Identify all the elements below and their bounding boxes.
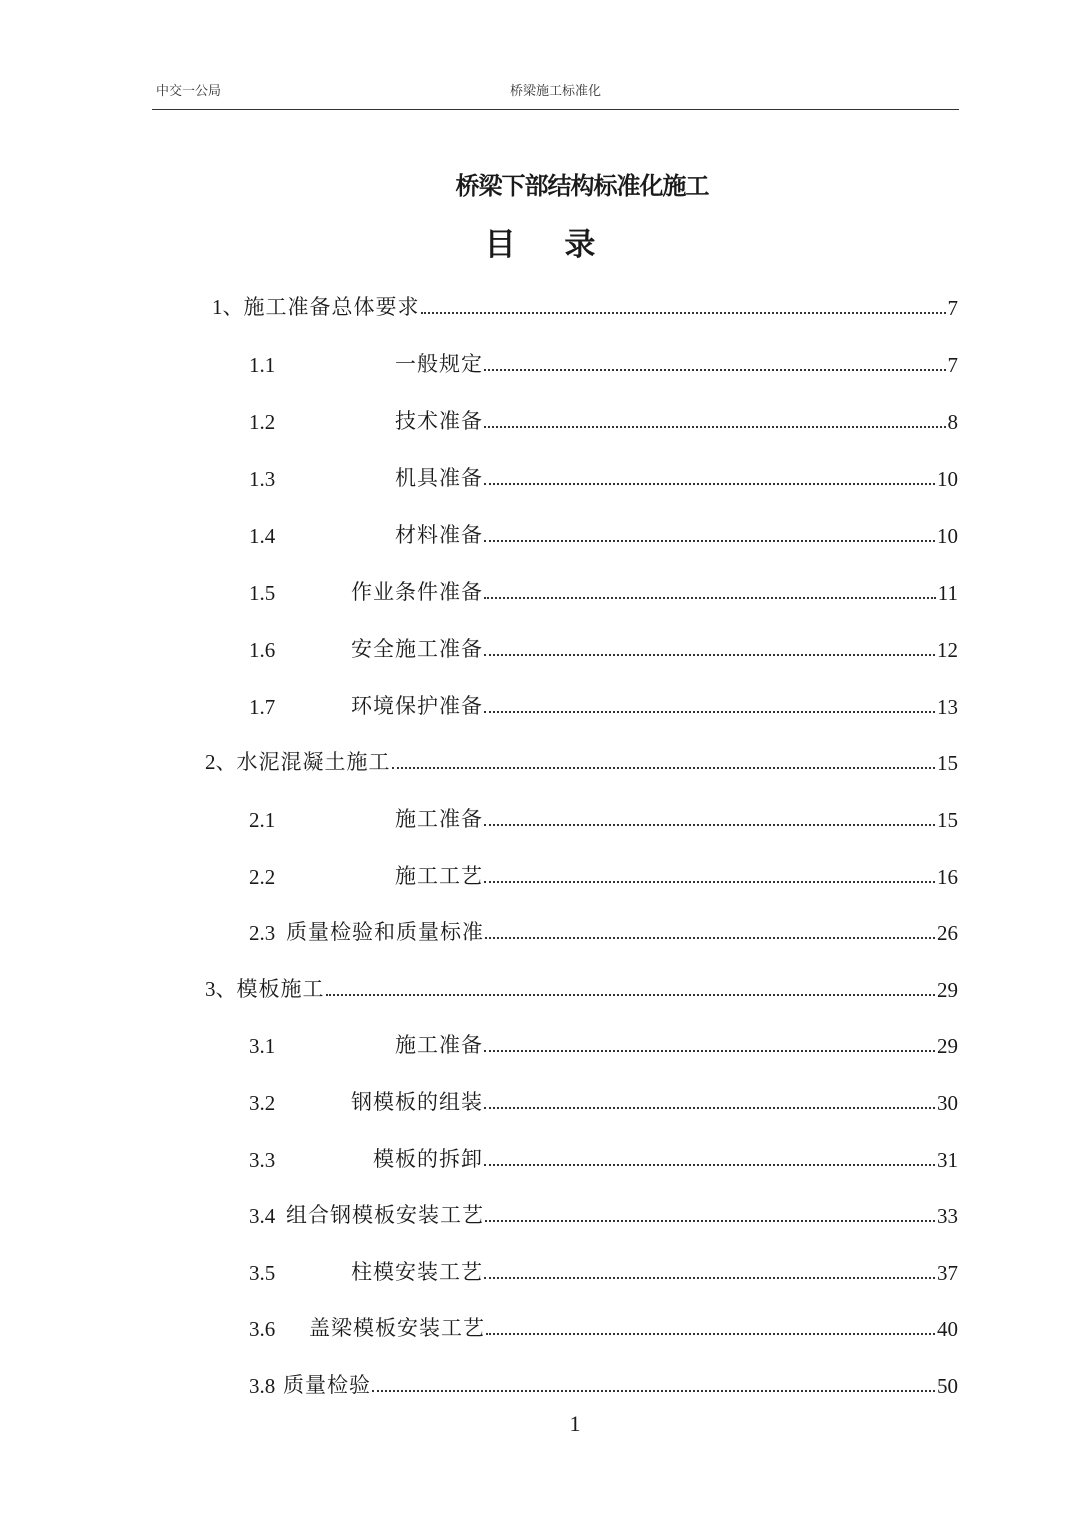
toc-text: 作业条件准备 [351, 580, 483, 604]
toc-page: 31 [937, 1148, 958, 1172]
toc-entry[interactable] [249, 688, 958, 720]
toc-entry[interactable] [249, 858, 958, 890]
toc-number: 2.1 [249, 808, 276, 832]
dot-leader [421, 312, 946, 314]
dot-leader [484, 597, 936, 599]
toc-text: 盖梁模板安装工艺 [309, 1316, 485, 1340]
toc-number: 3、 [205, 977, 237, 1001]
toc-text: 模板施工 [236, 977, 325, 1001]
dot-leader [486, 1333, 935, 1335]
toc-text: 安全施工准备 [351, 637, 483, 661]
toc-number: 1.4 [249, 524, 276, 548]
toc-text: 施工工艺 [395, 864, 483, 888]
toc-page: 15 [937, 751, 958, 775]
toc-text: 环境保护准备 [351, 694, 483, 718]
toc-page: 13 [937, 695, 958, 719]
toc-number: 1.2 [249, 410, 276, 434]
dot-leader [484, 540, 935, 542]
toc-page: 33 [937, 1204, 958, 1228]
toc-text: 技术准备 [395, 409, 483, 433]
dot-leader [484, 369, 946, 371]
dot-leader [484, 1050, 935, 1052]
toc-number: 3.8 [249, 1374, 276, 1398]
toc-text: 钢模板的组装 [351, 1090, 483, 1114]
toc-entry[interactable] [249, 801, 958, 833]
toc-number: 3.6 [249, 1317, 276, 1341]
toc-number: 1.3 [249, 467, 276, 491]
toc-text: 柱模安装工艺 [351, 1260, 483, 1284]
toc-number: 1.5 [249, 581, 276, 605]
toc-page: 37 [937, 1261, 958, 1285]
toc-page: 30 [937, 1091, 958, 1115]
toc-text: 材料准备 [395, 523, 483, 547]
toc-page: 40 [937, 1317, 958, 1341]
toc-text: 施工准备 [395, 1033, 483, 1057]
toc-entry[interactable] [249, 1027, 958, 1059]
toc-entry[interactable] [249, 1084, 958, 1116]
toc-page: 15 [937, 808, 958, 832]
toc-page: 12 [937, 638, 958, 662]
toc-page: 7 [947, 353, 958, 377]
toc-entry[interactable] [205, 744, 958, 776]
dot-leader [484, 711, 935, 713]
toc-text: 施工准备 [395, 807, 483, 831]
toc-entry[interactable] [249, 1141, 958, 1173]
toc-page: 8 [947, 410, 958, 434]
dot-leader [484, 1107, 935, 1109]
toc-number: 2.3 [249, 921, 276, 945]
dot-leader [372, 1390, 935, 1392]
toc-page: 29 [937, 978, 958, 1002]
toc-page: 50 [937, 1374, 958, 1398]
toc-entry[interactable] [249, 1310, 958, 1342]
toc-page: 7 [947, 296, 958, 320]
document-title: 桥梁下部结构标准化施工 [455, 172, 709, 200]
toc-page: 11 [937, 581, 958, 605]
toc-entry[interactable] [249, 631, 958, 663]
toc-page: 26 [937, 921, 958, 945]
toc-entry[interactable] [249, 1254, 958, 1286]
toc-entry[interactable] [212, 289, 958, 321]
toc-entry[interactable] [249, 403, 958, 435]
dot-leader [392, 767, 936, 769]
dot-leader [484, 654, 935, 656]
toc-page: 16 [937, 865, 958, 889]
toc-title: 目 录 [484, 227, 596, 263]
toc-page: 10 [937, 524, 958, 548]
toc-entry[interactable] [249, 914, 958, 946]
toc-page: 10 [937, 467, 958, 491]
toc-entry[interactable] [249, 346, 958, 378]
dot-leader [485, 937, 935, 939]
toc-entry[interactable] [249, 460, 958, 492]
toc-text: 一般规定 [395, 352, 483, 376]
toc-number: 3.3 [249, 1148, 276, 1172]
toc-number: 2、 [205, 750, 237, 774]
toc-text: 施工准备总体要求 [243, 295, 420, 319]
dot-leader [484, 1164, 935, 1166]
toc-entry[interactable] [249, 517, 958, 549]
dot-leader [484, 881, 935, 883]
toc-text: 质量检验 [283, 1373, 371, 1397]
toc-entry[interactable] [249, 574, 958, 606]
toc-number: 1.7 [249, 695, 276, 719]
header-center: 桥梁施工标准化 [509, 84, 601, 99]
dot-leader [484, 483, 935, 485]
toc-number: 1、 [212, 295, 244, 319]
toc-number: 3.2 [249, 1091, 276, 1115]
toc-number: 3.1 [249, 1034, 276, 1058]
toc-number: 3.4 [249, 1204, 276, 1228]
toc-number: 2.2 [249, 865, 276, 889]
toc-number: 1.1 [249, 353, 276, 377]
toc-number: 3.5 [249, 1261, 276, 1285]
toc-text: 机具准备 [395, 466, 483, 490]
toc-entry[interactable] [249, 1367, 958, 1399]
toc-entry[interactable] [205, 971, 958, 1003]
dot-leader [326, 994, 936, 996]
toc-text: 质量检验和质量标准 [286, 920, 484, 944]
header-left: 中交一公局 [156, 84, 222, 99]
toc-text: 模板的拆卸 [373, 1147, 483, 1171]
dot-leader [484, 1277, 935, 1279]
dot-leader [485, 1220, 935, 1222]
toc-number: 1.6 [249, 638, 276, 662]
page-number: 1 [569, 1411, 581, 1436]
dot-leader [484, 824, 935, 826]
toc-text: 组合钢模板安装工艺 [286, 1203, 484, 1227]
toc-text: 水泥混凝土施工 [236, 750, 391, 774]
dot-leader [484, 426, 946, 428]
page-header [152, 76, 959, 110]
toc-page: 29 [937, 1034, 958, 1058]
toc-entry[interactable] [249, 1197, 958, 1229]
